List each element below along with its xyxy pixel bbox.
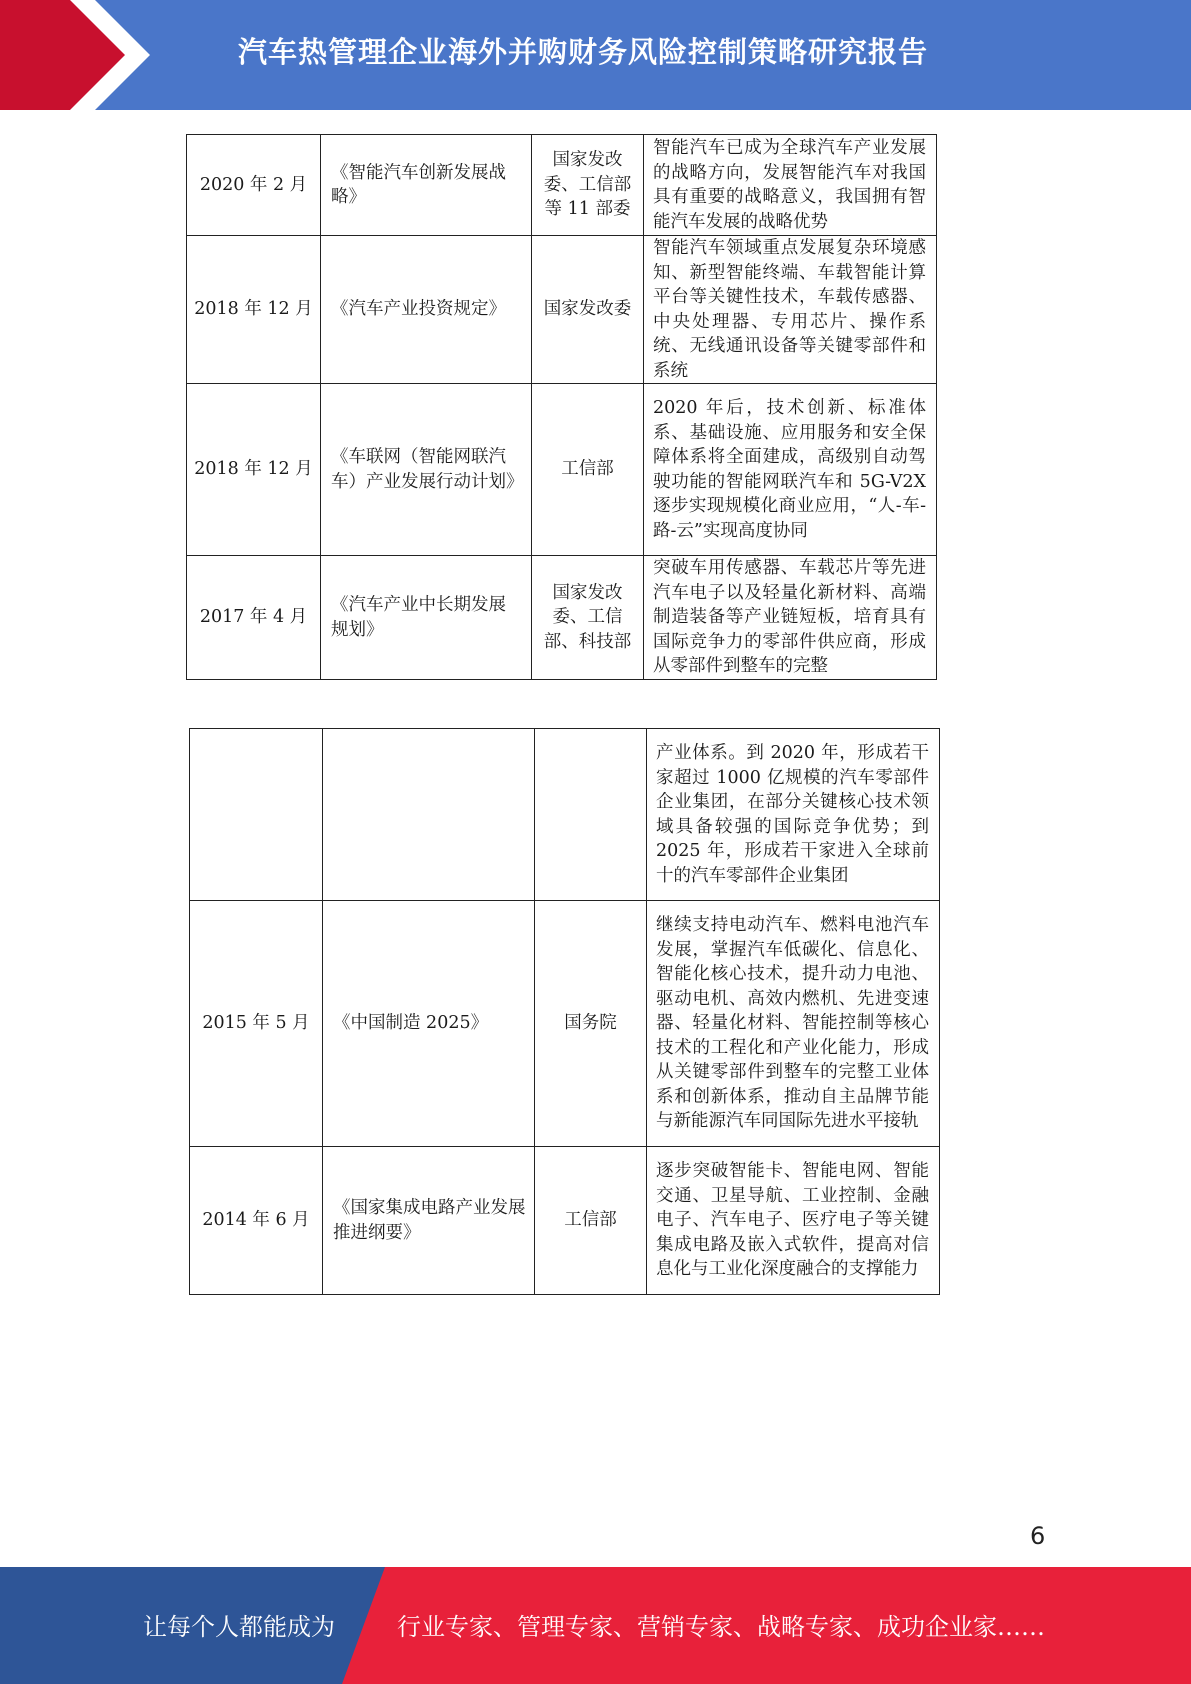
page-footer bbox=[0, 1567, 1191, 1684]
date-cell: 2014 年 6 月 bbox=[190, 1147, 323, 1295]
description-cell: 继续支持电动汽车、燃料电池汽车发展，掌握汽车低碳化、信息化、智能化核心技术，提升动力电池、驱动电机、高效内燃机、先进变速器、轻量化材料、智能控制等核心技术的工程化和产业化能力，形成从关键零部件到整车的完整工业体系和创新体系，推动自主品牌节能与新能源汽车同国际先进水平接轨 bbox=[647, 901, 940, 1147]
department-cell: 工信部 bbox=[532, 384, 644, 556]
description-cell: 2020 年后，技术创新、标准体系、基础设施、应用服务和安全保障体系将全面建成，高级别自动驾驶功能的智能网联汽车和 5G-V2X 逐步实现规模化商业应用，“人-车-路-云”实现高度协同 bbox=[644, 384, 937, 556]
policy-name-cell: 《国家集成电路产业发展推进纲要》 bbox=[323, 1147, 535, 1295]
table-row bbox=[187, 135, 937, 236]
footer-slogan-left: 让每个人都能成为 bbox=[143, 1613, 335, 1641]
table-row bbox=[190, 901, 940, 1147]
policy-name-cell: 《智能汽车创新发展战略》 bbox=[321, 135, 532, 236]
footer-slogan-right: 行业专家、管理专家、营销专家、战略专家、成功企业家…… bbox=[397, 1613, 1045, 1641]
department-cell bbox=[535, 729, 647, 901]
table-row bbox=[187, 236, 937, 384]
date-cell: 2017 年 4 月 bbox=[187, 556, 321, 680]
department-cell: 国务院 bbox=[535, 901, 647, 1147]
policy-name-cell bbox=[323, 729, 535, 901]
department-cell: 国家发改委、工信部等 11 部委 bbox=[532, 135, 644, 236]
header-red-chevron-icon bbox=[0, 0, 150, 110]
date-cell: 2015 年 5 月 bbox=[190, 901, 323, 1147]
page-number: 6 bbox=[1030, 1522, 1046, 1550]
policy-table-1 bbox=[186, 134, 937, 680]
department-cell: 国家发改委 bbox=[532, 236, 644, 384]
description-cell: 逐步突破智能卡、智能电网、智能交通、卫星导航、工业控制、金融电子、汽车电子、医疗电子等关键集成电路及嵌入式软件，提高对信息化与工业化深度融合的支撑能力 bbox=[647, 1147, 940, 1295]
description-cell: 产业体系。到 2020 年，形成若干家超过 1000 亿规模的汽车零部件企业集团，在部分关键核心技术领域具备较强的国际竞争优势；到 2025 年，形成若干家进入全球前十的汽车零部件企业集团 bbox=[647, 729, 940, 901]
policy-table-2 bbox=[189, 728, 940, 1295]
description-cell: 智能汽车已成为全球汽车产业发展的战略方向，发展智能汽车对我国具有重要的战略意义，我国拥有智能汽车发展的战略优势 bbox=[644, 135, 937, 236]
date-cell bbox=[190, 729, 323, 901]
date-cell: 2020 年 2 月 bbox=[187, 135, 321, 236]
policy-name-cell: 《汽车产业投资规定》 bbox=[321, 236, 532, 384]
report-title: 汽车热管理企业海外并购财务风险控制策略研究报告 bbox=[238, 35, 929, 69]
date-cell: 2018 年 12 月 bbox=[187, 384, 321, 556]
policy-name-cell: 《汽车产业中长期发展规划》 bbox=[321, 556, 532, 680]
table-row bbox=[187, 384, 937, 556]
page-header bbox=[0, 0, 1191, 110]
table-row bbox=[190, 729, 940, 901]
department-cell: 国家发改委、工信部、科技部 bbox=[532, 556, 644, 680]
description-cell: 智能汽车领域重点发展复杂环境感知、新型智能终端、车载智能计算平台等关键性技术，车载传感器、中央处理器、专用芯片、操作系统、无线通讯设备等关键零部件和系统 bbox=[644, 236, 937, 384]
description-cell: 突破车用传感器、车载芯片等先进汽车电子以及轻量化新材料、高端制造装备等产业链短板，培育具有国际竞争力的零部件供应商，形成从零部件到整车的完整 bbox=[644, 556, 937, 680]
policy-name-cell: 《车联网（智能网联汽车）产业发展行动计划》 bbox=[321, 384, 532, 556]
date-cell: 2018 年 12 月 bbox=[187, 236, 321, 384]
table-row bbox=[187, 556, 937, 680]
department-cell: 工信部 bbox=[535, 1147, 647, 1295]
policy-name-cell: 《中国制造 2025》 bbox=[323, 901, 535, 1147]
table-row bbox=[190, 1147, 940, 1295]
